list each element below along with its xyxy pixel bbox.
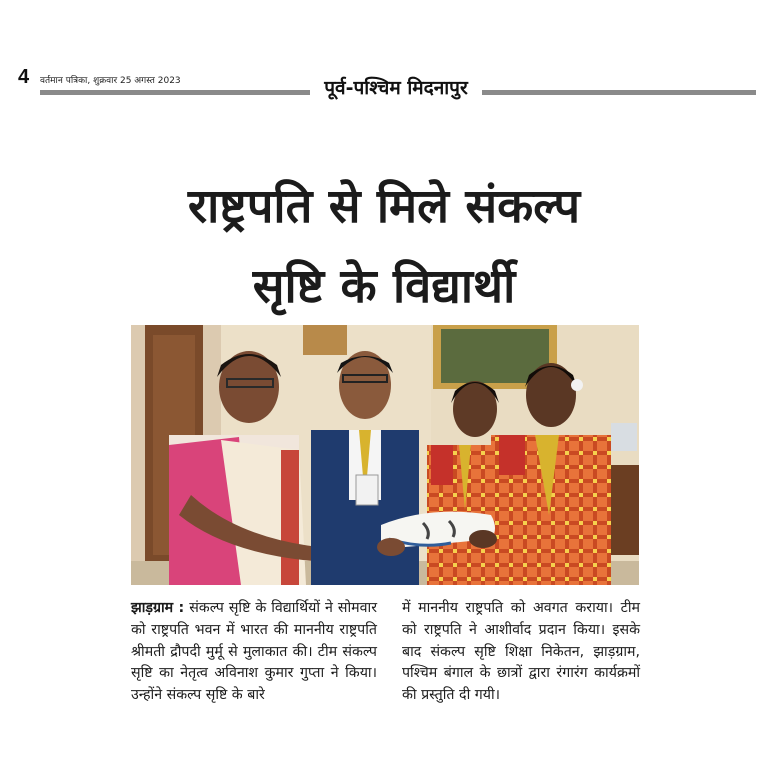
article-column-left <box>131 598 377 707</box>
headline-line-2: सृष्टि के विद्यार्थी <box>252 259 516 314</box>
headline-line-1: राष्ट्रपति से मिले संकल्प <box>187 179 581 234</box>
article-text-right: में माननीय राष्ट्रपति को अवगत कराया। टीम को राष्ट्रपति ने आशीर्वाद प्रदान किया। इसके बाद संकल्प सृष्टि शिक्षा निकेतन, झाड़ग्राम, पश्चिम बंगाल के छात्रों द्वारा रंगारंग कार्यक्रमों की प्रस्तुति दी गयी। <box>402 600 640 704</box>
issue-dateline: वर्तमान पत्रिका, शुक्रवार 25 अगस्त 2023 <box>40 76 181 86</box>
masthead-rule-left <box>40 90 310 95</box>
article-column-right <box>402 598 640 707</box>
article-text-left: संकल्प सृष्टि के विद्यार्थियों ने सोमवार को राष्ट्रपति भवन में भारत की माननीय राष्ट्रपति श्रीमती द्रौपदी मुर्मू से मुलाकात की। टीम संकल्प सृष्टि का नेतृत्व अविनाश कुमार गुप्ता ने किया। उन्होंने संकल्प सृष्टि के बारे <box>131 600 377 704</box>
masthead-rule-right <box>482 90 756 95</box>
section-title: पूर्व-पश्चिम मिदनापुर <box>324 77 468 99</box>
news-photo <box>131 325 639 585</box>
masthead <box>14 62 756 98</box>
page-number: 4 <box>18 66 30 88</box>
place-dateline: झाड़ग्राम : <box>131 600 185 616</box>
